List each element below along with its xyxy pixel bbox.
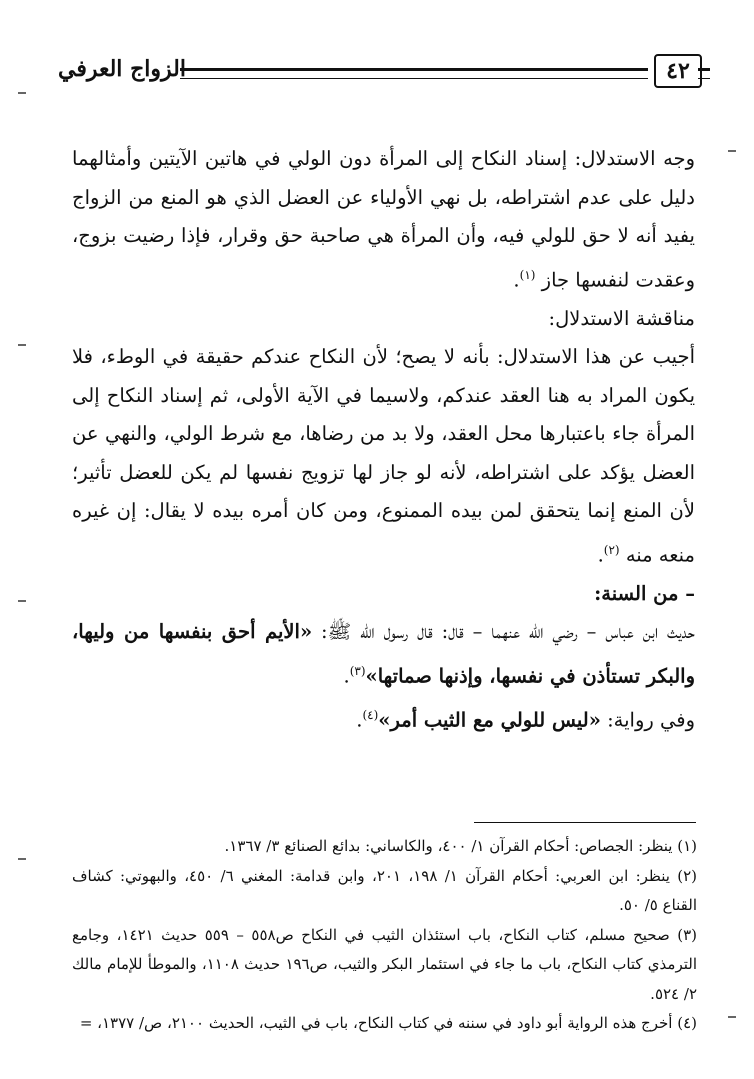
scan-edge-mark — [18, 344, 26, 346]
footnote: (٣) صحيح مسلم، كتاب النكاح، باب استئذان الثيب في النكاح ص٥٥٨ – ٥٥٩ حديث ١٤٢١، وجامع الترمذي كتاب النكاح، باب ما جاء في استئمار البكر والثيب، ص١٩٦ حديث ١١٠٨، والموطأ للإمام مالك ٢/ ٥٢٤. — [72, 925, 697, 1003]
period: . — [356, 708, 363, 731]
footnote-ref: (١) — [519, 267, 536, 282]
scan-edge-mark — [18, 92, 26, 94]
hadith-quote: «الأيم أحق بنفسها من وليها، والبكر تستأذن في نفسها، وإذنها صماتها» — [72, 620, 695, 687]
running-book-title: الزواج العرفي — [58, 56, 186, 82]
section-heading-sunnah: – من السنة: — [594, 581, 695, 605]
period: . — [343, 664, 350, 687]
narration-quote: «ليس للولي مع الثيب أمر» — [378, 708, 601, 731]
footnote: (١) ينظر: الجصاص: أحكام القرآن ١/ ٤٠٠، والكاساني: بدائع الصنائع ٣/ ١٣٦٧. — [224, 837, 697, 855]
hadith-intro: حديث ابن عباس – رضي الله عنهما – قال: قال رسول الله ﷺ: — [312, 620, 695, 643]
footnote-ref: (٤) — [362, 707, 379, 722]
page-header — [58, 52, 710, 96]
paragraph-text: وجه الاستدلال: إسناد النكاح إلى المرأة دون الولي في هاتين الآيتين وأمثالهما دليل على عدم اشتراطه، بل نهي الأولياء عن العضل الذي هو المنع من الزواج يفيد أنه لا حق للولي فيه، وأن المرأة هي صاحبة حق وقرار، فإذا رضيت بزوج، وعقدت لنفسها جاز — [72, 147, 695, 291]
narration-intro: وفي رواية: — [600, 708, 695, 731]
footnotes — [72, 832, 697, 1039]
section-heading-discussion: مناقشة الاستدلال: — [548, 306, 695, 330]
paragraph-argument — [72, 140, 695, 300]
footnote: (٤) أخرج هذه الرواية أبو داود في سننه في كتاب النكاح، باب في الثيب، الحديث ٢١٠٠، ص/ ١٣٧٧، = — [79, 1014, 697, 1032]
scan-edge-mark — [18, 600, 26, 602]
period: . — [597, 543, 604, 566]
scan-edge-mark — [18, 858, 26, 860]
paragraph-narration — [72, 696, 695, 740]
paragraph-reply — [72, 338, 695, 575]
paragraph-hadith — [72, 613, 695, 696]
footnote-ref: (٢) — [603, 542, 620, 557]
header-rule — [180, 68, 648, 79]
header-rule-tail — [698, 68, 710, 79]
footnote-separator — [474, 822, 696, 823]
main-text — [72, 140, 695, 740]
scan-edge-mark — [728, 1016, 736, 1018]
page-number: ٤٢ — [654, 54, 702, 88]
scan-edge-mark — [728, 150, 736, 152]
paragraph-text: أجيب عن هذا الاستدلال: بأنه لا يصح؛ لأن النكاح عندكم حقيقة في الوطء، فلا يكون المراد به هنا العقد عندكم، ولاسيما في الآية الأولى، ثم إسناد النكاح إلى المرأة جاء باعتبارها محل العقد، ولا بد من رضاها، مع شرط الولي، والنهي عن العضل يؤكد على اشتراطه، لأنه لو جاز لها تزويج نفسها لم يكن للعضل تأثير؛ لأن المنع إنما يتحقق لمن بيده الممنوع، ومن كان أمره بيده لا يقال: إن غيره منعه منه — [72, 345, 695, 566]
footnote-ref: (٣) — [349, 663, 366, 678]
period: . — [513, 268, 520, 291]
footnote: (٢) ينظر: ابن العربي: أحكام القرآن ١/ ١٩٨، ٢٠١، وابن قدامة: المغني ٦/ ٤٥٠، والبهوتي: كشاف القناع ٥/ ٥٠. — [72, 866, 698, 914]
